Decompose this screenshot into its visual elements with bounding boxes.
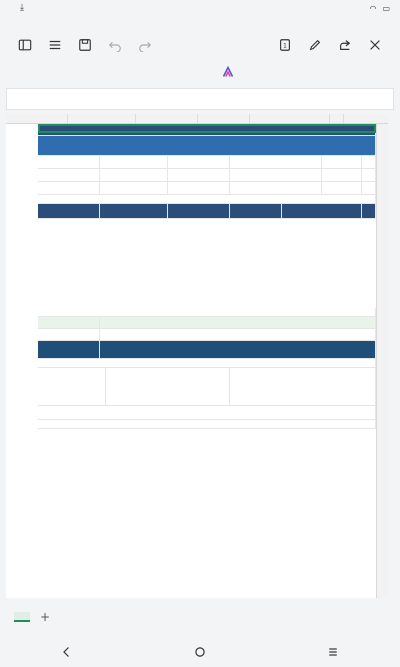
total-ttc-value[interactable] [38,341,100,359]
column-header[interactable] [330,114,344,123]
close-button[interactable] [360,30,390,60]
edit-button[interactable] [300,30,330,60]
blank-row[interactable] [38,308,376,317]
battery-icon: ▭ [382,3,390,13]
back-icon [61,646,73,658]
redo-button[interactable] [130,30,160,60]
wps-ai-icon [222,66,234,78]
cell[interactable] [38,169,100,182]
undo-button[interactable] [100,30,130,60]
undo-icon [108,38,122,52]
cell-grid[interactable] [6,124,376,598]
top-toolbar [0,30,400,60]
wifi-icon: ◠ [369,3,377,13]
menu-reviser[interactable] [202,70,206,74]
close-icon [368,38,382,52]
menu-button[interactable] [40,30,70,60]
pages-icon [278,38,292,52]
ribbon-menu [0,60,400,84]
home-button[interactable] [194,643,206,662]
invoice-date-label[interactable] [168,156,230,169]
menu-accueil[interactable] [162,70,166,74]
invoice-number-value[interactable] [230,156,322,169]
cell[interactable] [106,368,230,406]
cell[interactable] [362,169,376,182]
supplier-signature-cell[interactable] [230,368,376,406]
company-name-cell[interactable] [38,124,376,133]
column-header[interactable] [136,114,198,123]
save-icon [78,38,92,52]
header-tva-rate[interactable] [100,204,168,219]
tva-amount-value[interactable] [38,329,100,341]
header-quantity[interactable] [230,204,282,219]
supplier-label[interactable] [322,169,362,182]
document-title [0,16,400,30]
sidebar-toggle-button[interactable] [10,30,40,60]
address-label[interactable] [322,182,362,195]
redo-icon [138,38,152,52]
android-nav-bar [0,638,400,667]
back-button[interactable] [61,643,73,662]
add-sheet-icon[interactable]: + [40,610,51,624]
payment-method-value[interactable] [100,182,168,195]
column-header[interactable] [6,114,68,123]
header-description[interactable] [282,204,362,219]
tva-amount-label[interactable] [100,329,376,341]
subtotal-ht-value[interactable] [38,317,100,329]
header-line-total[interactable] [38,204,100,219]
home-icon [194,646,206,658]
supplier-value[interactable] [230,169,322,182]
cell[interactable] [38,156,100,169]
cell[interactable] [38,182,100,195]
payment-method-label[interactable] [168,182,230,195]
menu-inserer[interactable] [192,70,196,74]
address-value[interactable] [230,182,322,195]
due-date-label[interactable] [168,169,230,182]
invoice-number-label[interactable] [322,156,362,169]
subtotal-ht-label[interactable] [100,317,376,329]
status-bar [0,0,400,16]
page-count-button[interactable] [270,30,300,60]
share-icon [338,38,352,52]
column-header[interactable] [198,114,250,123]
recents-button[interactable] [327,643,339,662]
menu-afficher[interactable] [172,70,176,74]
wps-ai-button[interactable] [222,66,238,78]
footer-note[interactable] [38,420,376,429]
cell[interactable] [362,182,376,195]
download-icon: ⤓ [20,3,24,13]
svg-text:1: 1 [283,42,287,50]
buyer-signature-cell[interactable] [38,368,106,406]
hamburger-icon [48,38,62,52]
formula-bar[interactable] [6,88,394,110]
pen-icon [308,38,322,52]
menu-donnees[interactable] [182,70,186,74]
column-header[interactable] [68,114,136,123]
total-ttc-label[interactable] [100,341,376,359]
invoice-title-cell[interactable] [38,136,376,156]
save-button[interactable] [70,30,100,60]
blank-row[interactable] [38,406,376,420]
sheet-tabs [0,606,400,628]
invoice-date-value[interactable] [100,156,168,169]
column-header[interactable] [250,114,330,123]
header-unit-price[interactable] [168,204,230,219]
blank-row[interactable] [38,359,376,368]
blank-row[interactable] [38,195,376,204]
cell[interactable] [362,156,376,169]
due-date-value[interactable] [100,169,168,182]
sidebar-icon [18,38,32,52]
share-button[interactable] [330,30,360,60]
column-headers [6,114,388,124]
sheet-tab-invoice[interactable] [14,612,30,622]
recents-icon [327,646,339,658]
row-headers [376,124,388,598]
header-number[interactable] [362,204,376,219]
spreadsheet[interactable] [6,114,388,598]
